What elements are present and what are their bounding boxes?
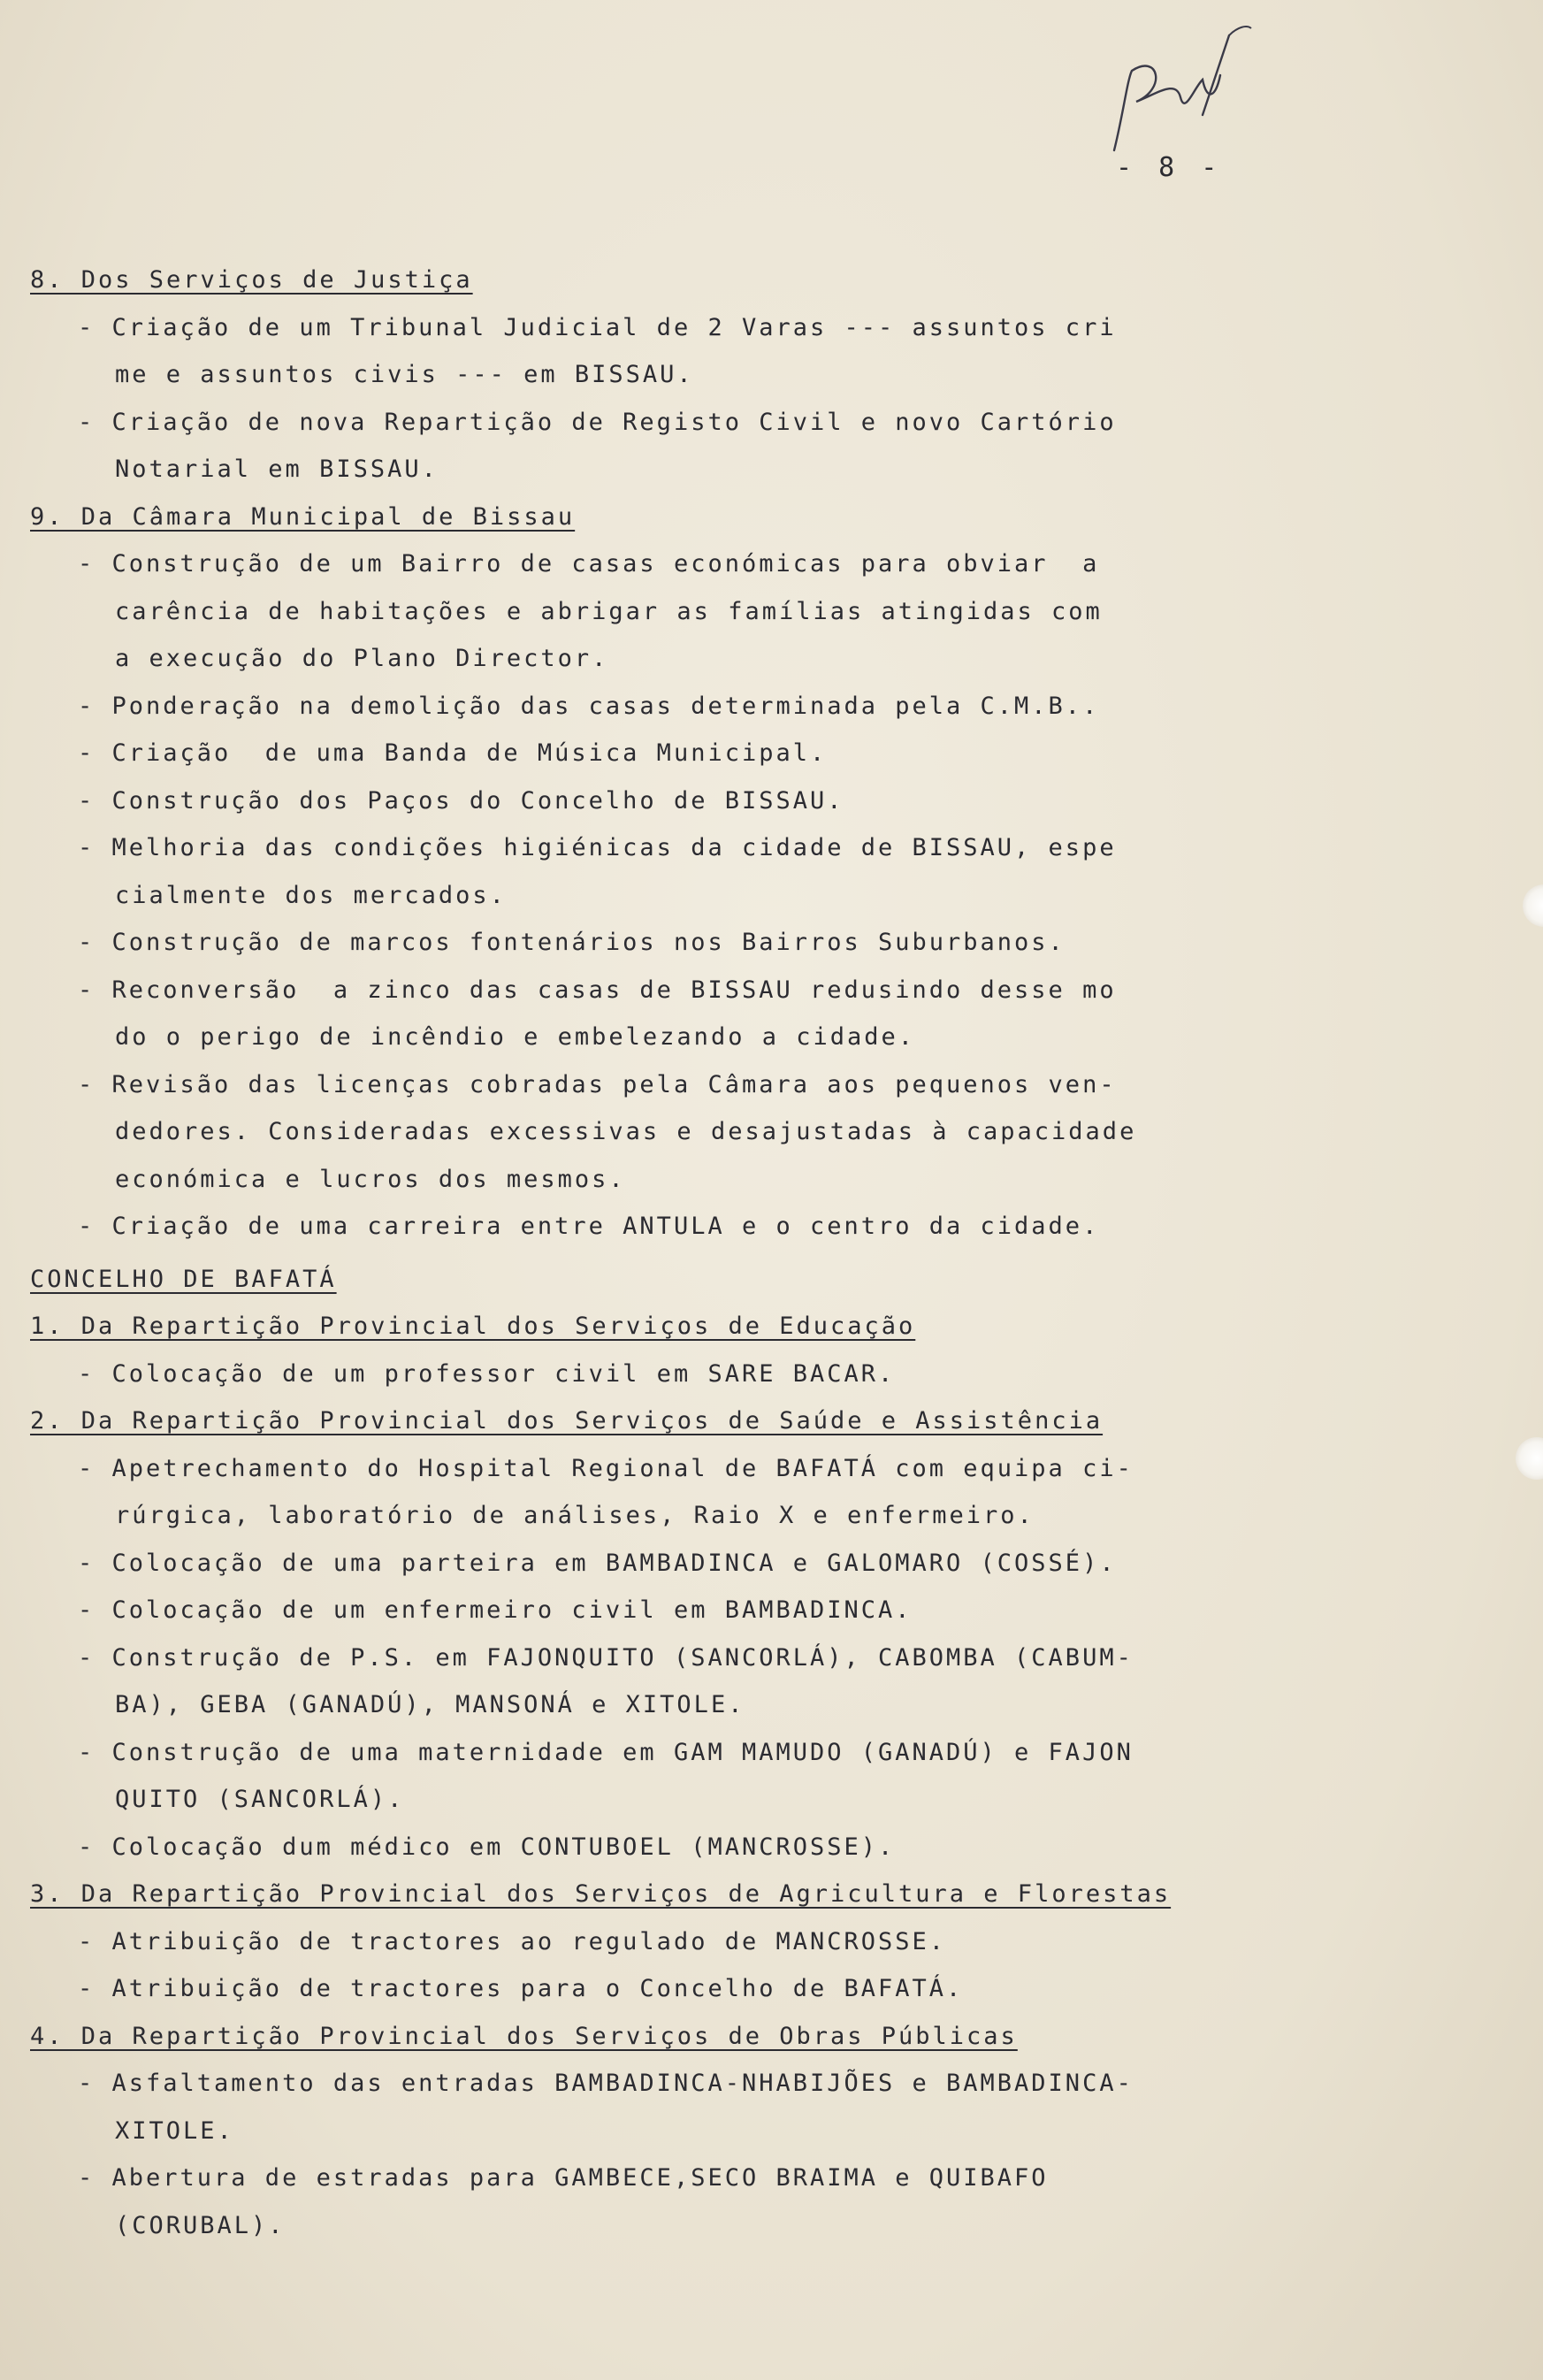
list-item: - Colocação dum médico em CONTUBOEL (MANCROSSE). [78,1833,896,1861]
list-item-continuation: XITOLE. [115,2116,234,2145]
list-item-continuation: cialmente dos mercados. [115,881,507,909]
concelho-heading: CONCELHO DE BAFATÁ [30,1265,337,1293]
list-item: - Atribuição de tractores ao regulado de MANCROSSE. [78,1927,947,1955]
list-item: - Asfaltamento das entradas BAMBADINCA-NHABIJÕES e BAMBADINCA- [78,2070,1134,2097]
list-item: - Ponderação na demolição das casas determinada pela C.M.B.. [78,692,1100,720]
list-item-continuation: carência de habitações e abrigar as famílias atingidas com [115,597,1103,625]
list-item: - Colocação de uma parteira em BAMBADINCA e GALOMARO (COSSÉ). [78,1549,1117,1577]
list-item-continuation: económica e lucros dos mesmos. [115,1165,626,1193]
list-item: - Construção de um Bairro de casas económicas para obviar a [78,550,1100,578]
list-item-continuation: rúrgica, laboratório de análises, Raio X e enfermeiro. [115,1502,1035,1529]
list-item: - Colocação de um enfermeiro civil em BAMBADINCA. [78,1596,913,1624]
punch-hole-top [1523,884,1543,927]
section-9-heading: 9. Da Câmara Municipal de Bissau [30,502,576,531]
list-item: - Criação de nova Repartição de Registo Civil e novo Cartório [78,408,1117,436]
list-item: - Criação de uma Banda de Música Municipal. [78,739,828,767]
list-item: - Melhoria das condições higiénicas da cidade de BISSAU, espe [78,834,1117,861]
punch-hole-bottom [1516,1437,1543,1480]
list-item: - Apetrechamento do Hospital Regional de BAFATÁ com equipa ci- [78,1454,1134,1482]
list-item: - Abertura de estradas para GAMBECE,SECO BRAIMA e QUIBAFO [78,2164,1049,2192]
list-item: - Construção de P.S. em FAJONQUITO (SANCORLÁ), CABOMBA (CABUM- [78,1643,1134,1672]
bafata-section-1-heading: 1. Da Repartição Provincial dos Serviços de Educação [30,1312,916,1340]
list-item-continuation: Notarial em BISSAU. [115,455,439,483]
list-item: - Construção dos Paços do Concelho de BISSAU. [78,786,844,815]
list-item: - Colocação de um professor civil em SARE BACAR. [78,1359,896,1388]
list-item-continuation: me e assuntos civis --- em BISSAU. [115,361,694,388]
list-item-continuation: BA), GEBA (GANADÚ), MANSONÁ e XITOLE. [115,1691,745,1718]
list-item: - Revisão das licenças cobradas pela Câmara aos pequenos ven- [78,1070,1117,1098]
bafata-section-3-heading: 3. Da Repartição Provincial dos Serviços de Agricultura e Florestas [30,1880,1172,1908]
list-item: - Atribuição de tractores para o Concelho de BAFATÁ. [78,1975,964,2002]
handwritten-signature [1096,18,1264,168]
document-body [30,256,1180,2249]
list-item: - Criação de um Tribunal Judicial de 2 Varas --- assuntos cri [78,313,1117,341]
bafata-section-4-heading: 4. Da Repartição Provincial dos Serviços de Obras Públicas [30,2022,1018,2050]
list-item: - Reconversão a zinco das casas de BISSAU redusindo desse mo [78,976,1117,1004]
list-item: - Construção de uma maternidade em GAM MAMUDO (GANADÚ) e FAJON [78,1738,1134,1766]
list-item-continuation: a execução do Plano Director. [115,645,609,672]
list-item: - Construção de marcos fontenários nos Bairros Suburbanos. [78,929,1066,956]
list-item-continuation: QUITO (SANCORLÁ). [115,1786,405,1813]
bafata-section-2-heading: 2. Da Repartição Provincial dos Serviços de Saúde e Assistência [30,1407,1104,1435]
list-item-continuation: do o perigo de incêndio e embelezando a cidade. [115,1023,916,1051]
section-8-heading: 8. Dos Serviços de Justiça [30,266,473,294]
list-item-continuation: (CORUBAL). [115,2211,286,2239]
list-item: - Criação de uma carreira entre ANTULA e o centro da cidade. [78,1213,1100,1240]
list-item-continuation: dedores. Consideradas excessivas e desajustadas à capacidade [115,1118,1137,1145]
page-number: - 8 - [1116,152,1223,183]
